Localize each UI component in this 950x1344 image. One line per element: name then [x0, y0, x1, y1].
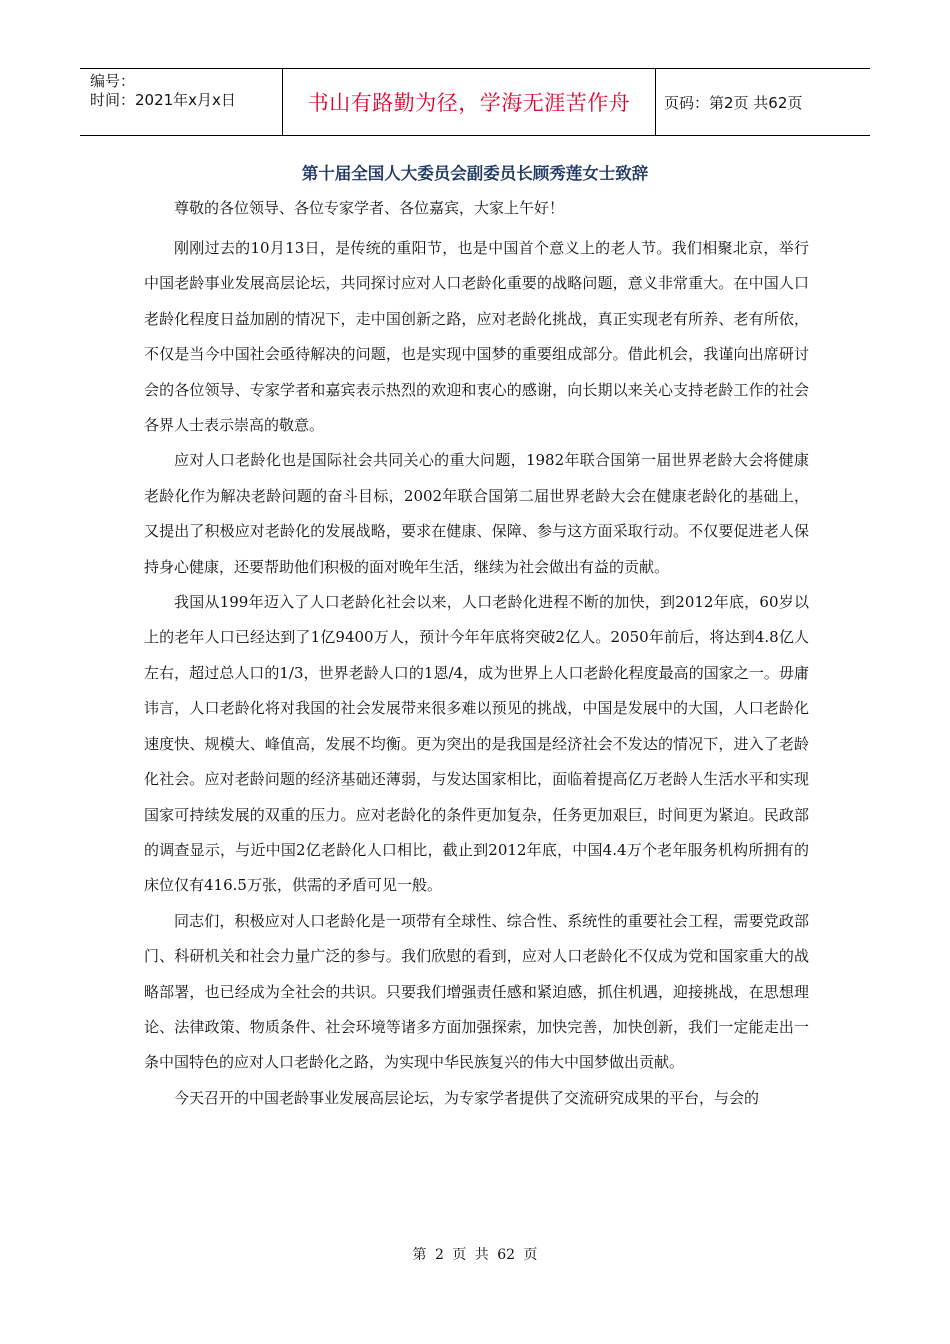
document-body	[144, 195, 809, 1116]
paragraph: 同志们，积极应对人口老龄化是一项带有全球性、综合性、系统性的重要社会工程，需要党政部门、科研机关和社会力量广泛的参与。我们欣慰的看到，应对人口老龄化不仅成为党和国家重大的战略部署，也已经成为全社会的共识。只要我们增强责任感和紧迫感，抓住机遇，迎接挑战，在思想理论、法律政策、物质条件、社会环境等诸多方面加强探索，加快完善，加快创新，我们一定能走出一条中国特色的应对人口老龄化之路，为实现中华民族复兴的伟大中国梦做出贡献。	[144, 911, 809, 1072]
header-number-label: 编号：	[90, 72, 136, 90]
paragraph: 应对人口老龄化也是国际社会共同关心的重大问题，1982年联合国第一届世界老龄大会将健康老龄化作为解决老龄问题的奋斗目标，2002年联合国第二届世界老龄大会在健康老龄化的基础上，又提出了积极应对老龄化的发展战略，要求在健康、保障、参与这方面采取行动。不仅要促进老人保持身心健康，还要帮助他们积极的面对晚年生活，继续为社会做出有益的贡献。	[144, 451, 809, 576]
document-header	[80, 68, 870, 136]
document-title: 第十届全国人大委员会副委员长顾秀莲女士致辞	[301, 164, 649, 183]
paragraph: 今天召开的中国老龄事业发展高层论坛，为专家学者提供了交流研究成果的平台，与会的	[174, 1088, 760, 1107]
header-page-info: 页码：第2页 共62页	[664, 93, 803, 112]
header-meta	[80, 69, 282, 135]
header-time-label: 时间：2021年x月x日	[90, 91, 236, 109]
paragraph-greeting: 尊敬的各位领导、各位专家学者、各位嘉宾，大家上午好！	[174, 199, 565, 217]
paragraph: 我国从199年迈入了人口老龄化社会以来，人口老龄化进程不断的加快，到2012年底，60岁以上的老年人口已经达到了1亿9400万人，预计今年年底将突破2亿人。2050年前后，将达到4.8亿人左右，超过总人口的1/3，世界老龄人口的1恩/4，成为世界上人口老龄化程度最高的国家之一。毋庸讳言，人口老龄化将对我国的社会发展带来很多难以预见的挑战，中国是发展中的大国，人口老龄化速度快、规模大、峰值高，发展不均衡。更为突出的是我国是经济社会不发达的情况下，进入了老龄化社会。应对老龄问题的经济基础还薄弱，与发达国家相比，面临着提高亿万老龄人生活水平和实现国家可持续发展的双重的压力。应对老龄化的条件更加复杂，任务更加艰巨，时间更为紧迫。民政部的调查显示，与近中国2亿老龄化人口相比，截止到2012年底，中国4.4万个老年服务机构所拥有的床位仅有416.5万张，供需的矛盾可见一般。	[144, 593, 809, 895]
header-motto: 书山有路勤为径，学海无涯苦作舟	[282, 69, 656, 135]
page-footer: 第 2 页 共 62 页	[412, 1247, 538, 1263]
paragraph: 刚刚过去的10月13日，是传统的重阳节，也是中国首个意义上的老人节。我们相聚北京，举行中国老龄事业发展高层论坛，共同探讨应对人口老龄化重要的战略问题，意义非常重大。在中国人口老龄化程度日益加剧的情况下，走中国创新之路，应对老龄化挑战，真正实现老有所养、老有所依，不仅是当今中国社会亟待解决的问题，也是实现中国梦的重要组成部分。借此机会，我谨向出席研讨会的各位领导、专家学者和嘉宾表示热烈的欢迎和衷心的感谢，向长期以来关心支持老龄工作的社会各界人士表示崇高的敬意。	[144, 239, 809, 435]
